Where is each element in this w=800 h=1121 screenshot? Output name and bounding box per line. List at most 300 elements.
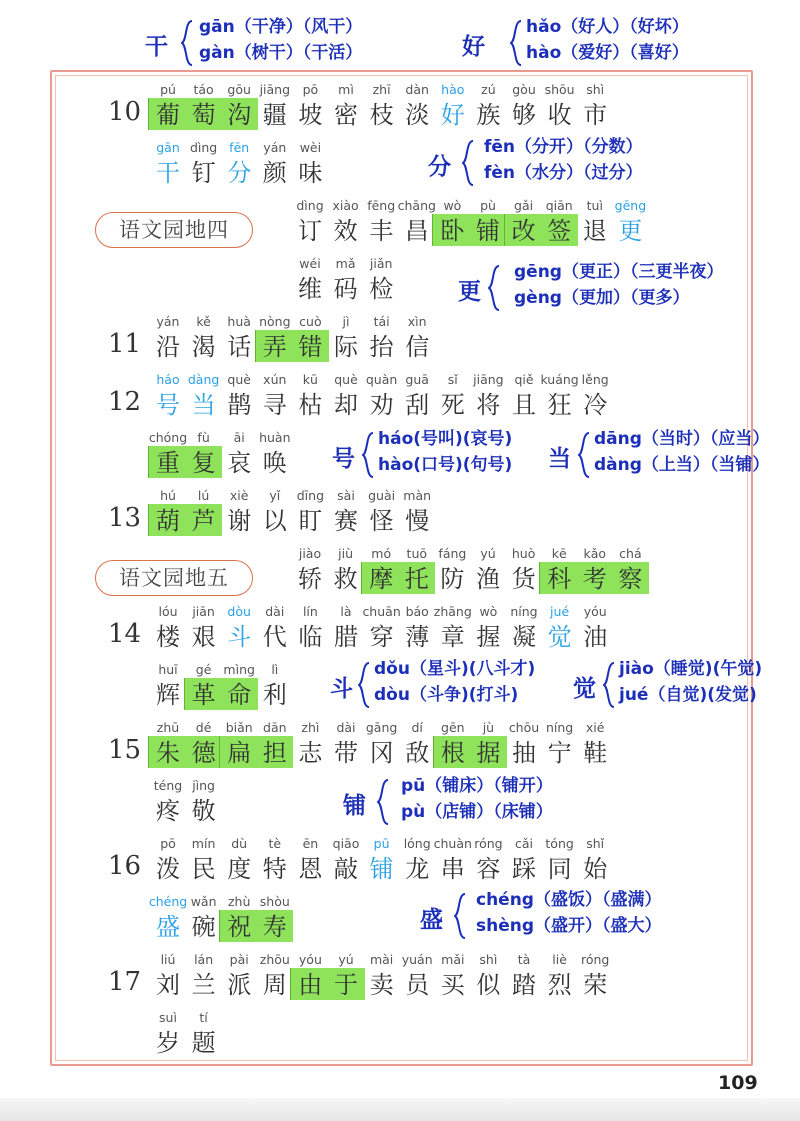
pinyin: xiào	[332, 198, 359, 213]
lesson-number: 17	[108, 967, 142, 997]
pinyin: zhōu	[259, 952, 290, 967]
pinyin: pō	[160, 836, 176, 851]
polyphone-line: dòu（斗争)(打斗)	[374, 685, 519, 705]
pinyin: gōu	[227, 82, 251, 97]
pinyin: jì	[342, 314, 350, 329]
pinyin: jiān	[192, 604, 215, 619]
hanzi: 沿	[156, 333, 180, 361]
polyphone-char: 分	[428, 154, 451, 180]
polyphone-line: jiào（睡觉)(午觉)	[619, 659, 763, 679]
hanzi: 狂	[547, 391, 572, 419]
vocab-row	[0, 778, 800, 826]
pinyin: cǎi	[514, 836, 533, 851]
pinyin: tóng	[545, 836, 574, 851]
polyphone-char: 干	[145, 34, 168, 60]
hanzi: 由	[298, 971, 323, 999]
pinyin: xìn	[407, 314, 427, 329]
hanzi: 利	[262, 681, 287, 709]
pinyin: kuáng	[540, 372, 579, 387]
hanzi: 密	[334, 101, 358, 129]
hanzi: 唤	[262, 449, 287, 477]
pinyin: huī	[158, 662, 178, 677]
hanzi: 碗	[191, 913, 216, 941]
hanzi: 岁	[156, 1029, 180, 1057]
polyphone-char: 铺	[343, 793, 366, 819]
pinyin: tè	[268, 836, 282, 851]
pinyin: fù	[197, 430, 210, 445]
brace-icon	[377, 779, 388, 825]
hanzi: 据	[476, 739, 501, 767]
hanzi: 枯	[298, 391, 323, 419]
hanzi: 凝	[512, 623, 536, 651]
vocab-row	[0, 604, 800, 652]
hanzi: 握	[476, 623, 501, 651]
polyphone-line: hǎo（好人）（好坏）	[526, 17, 689, 37]
hanzi: 买	[440, 971, 465, 999]
pinyin: táo	[193, 82, 214, 97]
pinyin: biǎn	[225, 720, 253, 735]
pinyin: dé	[195, 720, 212, 735]
hanzi: 派	[227, 971, 252, 999]
pinyin: jù	[482, 720, 495, 735]
hanzi: 德	[191, 739, 216, 767]
hanzi: 鹊	[227, 391, 252, 419]
hanzi: 效	[333, 217, 358, 245]
hanzi: 觉	[547, 623, 572, 651]
hanzi: 抬	[369, 333, 394, 361]
pinyin: hú	[160, 488, 176, 503]
hanzi: 族	[476, 101, 501, 129]
pinyin: kē	[551, 546, 567, 561]
pinyin: tái	[373, 314, 390, 329]
pinyin: mó	[371, 546, 392, 561]
vocab-char	[185, 1010, 223, 1060]
pinyin: quàn	[365, 372, 398, 387]
hanzi: 昌	[404, 217, 429, 245]
hanzi: 敌	[405, 739, 430, 767]
lesson-number: 11	[108, 329, 142, 359]
pinyin: kǎo	[583, 546, 607, 561]
pinyin: nòng	[259, 314, 291, 329]
hanzi: 泼	[156, 855, 180, 883]
pinyin: zhāng	[433, 604, 472, 619]
hanzi: 斗	[227, 623, 252, 651]
hanzi: 葡	[156, 101, 180, 129]
polyphone-line: shèng（盛开）（盛大）	[476, 916, 662, 936]
hanzi: 临	[298, 623, 323, 651]
polyphone-line: jué（自觉)(发觉)	[619, 685, 757, 705]
hanzi: 铺	[369, 855, 394, 883]
hanzi: 同	[547, 855, 572, 883]
pinyin: gēn	[441, 720, 465, 735]
hanzi: 死	[440, 391, 465, 419]
pinyin: wéi	[299, 256, 321, 271]
hanzi: 踩	[512, 855, 536, 883]
polyphone-char: 好	[462, 34, 485, 60]
hanzi: 敬	[191, 797, 216, 825]
pinyin: dài	[265, 604, 285, 619]
polyphone-char: 盛	[420, 907, 443, 933]
hanzi: 冷	[583, 391, 608, 419]
vocab-char	[398, 314, 436, 364]
hanzi: 钉	[191, 159, 216, 187]
brace-icon	[358, 662, 369, 708]
hanzi: 芦	[191, 507, 216, 535]
hanzi: 维	[298, 275, 322, 303]
hanzi: 淡	[405, 101, 430, 129]
hanzi: 哀	[227, 449, 252, 477]
polyphone-line: fèn（水分）（过分）	[484, 163, 643, 183]
lesson-number: 13	[108, 503, 142, 533]
lesson-number: 12	[108, 387, 142, 417]
vocab-char	[576, 952, 614, 1002]
polyphone-line: chéng（盛饭）（盛满）	[476, 890, 662, 910]
polyphone-line: dǒu（星斗)(八斗才)	[374, 659, 536, 679]
hanzi: 楼	[156, 623, 180, 651]
hanzi: 却	[334, 391, 358, 419]
hanzi: 检	[369, 275, 394, 303]
pinyin: màn	[403, 488, 432, 503]
pinyin: yán	[156, 314, 180, 329]
pinyin: kū	[302, 372, 318, 387]
vocab-row	[0, 198, 800, 246]
brace-icon	[462, 140, 473, 186]
pinyin: chuān	[362, 604, 401, 619]
hanzi: 救	[333, 565, 358, 593]
polyphone-char: 觉	[573, 676, 596, 702]
vocab-char	[398, 488, 436, 538]
pinyin: gān	[156, 140, 180, 155]
hanzi: 似	[476, 971, 501, 999]
pinyin: pū	[373, 836, 390, 851]
vocab-row	[0, 836, 800, 884]
pinyin: háo	[156, 372, 180, 387]
pinyin: lán	[194, 952, 214, 967]
pinyin: chóng	[148, 430, 188, 445]
hanzi: 章	[440, 623, 465, 651]
pinyin: mǎ	[335, 256, 356, 271]
hanzi: 薄	[405, 623, 430, 651]
hanzi: 鞋	[583, 739, 608, 767]
lesson-number: 16	[108, 851, 142, 881]
hanzi: 刘	[156, 971, 180, 999]
pinyin: dàn	[405, 82, 429, 97]
pinyin: mì	[338, 82, 354, 97]
pinyin: báo	[405, 604, 429, 619]
hanzi: 慢	[405, 507, 430, 535]
hanzi: 话	[227, 333, 252, 361]
vocab-char	[611, 546, 649, 596]
hanzi: 刮	[405, 391, 430, 419]
vocab-char	[185, 778, 223, 828]
polyphone-line: hào（爱好）（喜好）	[526, 43, 689, 63]
pinyin: tà	[517, 952, 531, 967]
hanzi: 信	[405, 333, 430, 361]
pinyin: dān	[263, 720, 287, 735]
pinyin: què	[227, 372, 251, 387]
pinyin: lín	[302, 604, 318, 619]
lesson-number: 14	[108, 619, 142, 649]
pinyin: wèi	[299, 140, 322, 155]
pinyin: yǐ	[269, 488, 281, 503]
polyphone-char: 号	[332, 446, 355, 472]
pinyin: dù	[231, 836, 248, 851]
pinyin: pài	[229, 952, 249, 967]
vocab-row	[0, 140, 800, 188]
hanzi: 且	[512, 391, 536, 419]
hanzi: 怪	[369, 507, 394, 535]
hanzi: 签	[547, 217, 572, 245]
hanzi: 串	[440, 855, 465, 883]
hanzi: 辉	[156, 681, 180, 709]
pinyin: shǐ	[586, 836, 605, 851]
polyphone-line: gēng（更正）（三更半夜）	[514, 262, 724, 282]
pinyin: dàng	[187, 372, 220, 387]
pinyin: gòu	[512, 82, 536, 97]
vocab-row	[0, 488, 800, 536]
hanzi: 祝	[227, 913, 252, 941]
vocab-char	[576, 372, 614, 422]
pinyin: mín	[191, 836, 216, 851]
pinyin: téng	[153, 778, 183, 793]
polyphone-line: gàn（树干）（干活）	[199, 43, 363, 63]
vocab-row	[0, 314, 800, 362]
hanzi: 冈	[369, 739, 394, 767]
hanzi: 题	[191, 1029, 216, 1057]
pinyin: sǐ	[447, 372, 458, 387]
pinyin: tuì	[586, 198, 603, 213]
hanzi: 龙	[405, 855, 430, 883]
polyphone-line: pū（铺床）（铺开）	[401, 776, 553, 796]
pinyin: zhū	[156, 720, 180, 735]
polyphone-line: gān（干净）（风干）	[199, 17, 363, 37]
pinyin: dīng	[296, 488, 325, 503]
pinyin: wò	[443, 198, 462, 213]
pinyin: jué	[550, 604, 570, 619]
vocab-char	[576, 82, 614, 132]
hanzi: 敲	[334, 855, 358, 883]
hanzi: 渔	[476, 565, 500, 593]
hanzi: 油	[583, 623, 608, 651]
brace-icon	[362, 432, 373, 478]
polyphone-line: háo(号叫)(哀号)	[378, 429, 513, 449]
hanzi: 考	[582, 565, 607, 593]
vocab-char	[576, 836, 614, 886]
vocab-char	[256, 430, 294, 480]
pinyin: dìng	[296, 198, 324, 213]
pinyin: huà	[227, 314, 251, 329]
hanzi: 代	[262, 623, 287, 651]
pinyin: chāng	[397, 198, 436, 213]
hanzi: 察	[618, 565, 643, 593]
pinyin: tuō	[406, 546, 428, 561]
hanzi: 味	[298, 159, 323, 187]
hanzi: 改	[511, 217, 536, 245]
pinyin: qiān	[545, 198, 573, 213]
pinyin: yóu	[583, 604, 607, 619]
pinyin: hào	[441, 82, 465, 97]
pinyin: xié	[585, 720, 605, 735]
hanzi: 轿	[298, 565, 322, 593]
pinyin: jìng	[192, 778, 215, 793]
hanzi: 穿	[369, 623, 394, 651]
hanzi: 荣	[583, 971, 608, 999]
hanzi: 摩	[369, 565, 394, 593]
pinyin: shòu	[259, 894, 290, 909]
pinyin: jiāng	[473, 372, 504, 387]
pinyin: pō	[302, 82, 319, 97]
pinyin: gēng	[614, 198, 647, 213]
hanzi: 志	[298, 739, 323, 767]
pinyin: jiào	[298, 546, 322, 561]
hanzi: 谢	[227, 507, 252, 535]
hanzi: 卧	[440, 217, 465, 245]
brace-icon	[510, 20, 521, 66]
pinyin: xún	[263, 372, 287, 387]
hanzi: 疆	[262, 101, 287, 129]
pinyin: fēn	[229, 140, 250, 155]
brace-icon	[603, 662, 614, 708]
hanzi: 渴	[191, 333, 216, 361]
vocab-char	[291, 140, 329, 190]
hanzi: 容	[476, 855, 501, 883]
hanzi: 托	[404, 565, 429, 593]
hanzi: 扁	[227, 739, 252, 767]
pinyin: chá	[619, 546, 642, 561]
vocab-row	[0, 1010, 800, 1058]
vocab-row	[0, 894, 800, 942]
hanzi: 市	[583, 101, 608, 129]
hanzi: 周	[262, 971, 287, 999]
hanzi: 枝	[369, 101, 394, 129]
hanzi: 劝	[369, 391, 394, 419]
pinyin: lěng	[581, 372, 609, 387]
hanzi: 退	[582, 217, 607, 245]
hanzi: 带	[334, 739, 358, 767]
pinyin: cuò	[299, 314, 322, 329]
hanzi: 够	[512, 101, 536, 129]
pinyin: yú	[338, 952, 354, 967]
pinyin: níng	[510, 604, 538, 619]
pinyin: níng	[545, 720, 574, 735]
pinyin: mài	[369, 952, 394, 967]
vocab-char	[362, 256, 400, 306]
pinyin: dài	[336, 720, 356, 735]
hanzi: 担	[262, 739, 287, 767]
hanzi: 将	[476, 391, 501, 419]
hanzi: 好	[440, 101, 465, 129]
polyphone-line: hào(口号)(句号)	[378, 455, 513, 475]
pinyin: chéng	[148, 894, 188, 909]
vocab-char	[256, 894, 294, 944]
pinyin: lóng	[403, 836, 431, 851]
polyphone-char: 斗	[330, 676, 353, 702]
bottom-strip	[0, 1098, 800, 1121]
hanzi: 盯	[298, 507, 323, 535]
pinyin: zhī	[372, 82, 391, 97]
hanzi: 丰	[369, 217, 394, 245]
hanzi: 坡	[298, 101, 323, 129]
pinyin: mǎi	[441, 952, 465, 967]
hanzi: 货	[511, 565, 536, 593]
hanzi: 踏	[512, 971, 536, 999]
hanzi: 寿	[262, 913, 287, 941]
pinyin: jiāng	[259, 82, 291, 97]
pinyin: liú	[160, 952, 176, 967]
pinyin: pú	[160, 82, 176, 97]
hanzi: 革	[191, 681, 216, 709]
pinyin: qiāo	[332, 836, 360, 851]
hanzi: 盛	[156, 913, 180, 941]
polyphone-char: 更	[458, 279, 481, 305]
polyphone-char: 当	[548, 446, 571, 472]
hanzi: 萄	[191, 101, 216, 129]
pinyin: gé	[195, 662, 212, 677]
hanzi: 根	[440, 739, 465, 767]
hanzi: 民	[191, 855, 216, 883]
garden-label: 语文园地四	[95, 212, 253, 248]
hanzi: 干	[156, 159, 180, 187]
hanzi: 抽	[512, 739, 536, 767]
vocab-row	[0, 82, 800, 130]
hanzi: 朱	[156, 739, 180, 767]
hanzi: 于	[334, 971, 358, 999]
pinyin: liè	[552, 952, 567, 967]
pinyin: huò	[511, 546, 536, 561]
hanzi: 当	[191, 391, 216, 419]
pinyin: shì	[586, 82, 605, 97]
hanzi: 葫	[156, 507, 180, 535]
vocab-row	[0, 720, 800, 768]
pinyin: guài	[368, 488, 396, 503]
pinyin: lóu	[158, 604, 178, 619]
hanzi: 宁	[547, 739, 572, 767]
brace-icon	[578, 432, 589, 478]
pinyin: yán	[263, 140, 287, 155]
pinyin: chuàn	[433, 836, 472, 851]
hanzi: 复	[191, 449, 216, 477]
vocab-char	[256, 662, 294, 712]
pinyin: āi	[233, 430, 245, 445]
hanzi: 分	[227, 159, 252, 187]
polyphone-line: dàng（上当）（当铺）	[594, 455, 770, 475]
hanzi: 弄	[262, 333, 287, 361]
hanzi: 腊	[334, 623, 358, 651]
hanzi: 防	[440, 565, 465, 593]
vocab-char	[576, 720, 614, 770]
pinyin: gǎi	[514, 198, 534, 213]
vocab-row	[0, 952, 800, 1000]
lesson-number: 15	[108, 735, 142, 765]
hanzi: 订	[298, 217, 322, 245]
garden-label: 语文园地五	[95, 560, 253, 596]
pinyin: dí	[411, 720, 423, 735]
pinyin: suì	[159, 1010, 177, 1025]
pinyin: sài	[337, 488, 355, 503]
hanzi: 疼	[156, 797, 180, 825]
pinyin: gāng	[365, 720, 398, 735]
hanzi: 兰	[191, 971, 216, 999]
hanzi: 号	[156, 391, 180, 419]
pinyin: ēn	[302, 836, 319, 851]
hanzi: 烈	[547, 971, 572, 999]
hanzi: 错	[298, 333, 323, 361]
hanzi: 度	[227, 855, 252, 883]
hanzi: 沟	[227, 101, 252, 129]
pinyin: mìng	[223, 662, 255, 677]
pinyin: tí	[199, 1010, 208, 1025]
pinyin: qiě	[514, 372, 534, 387]
